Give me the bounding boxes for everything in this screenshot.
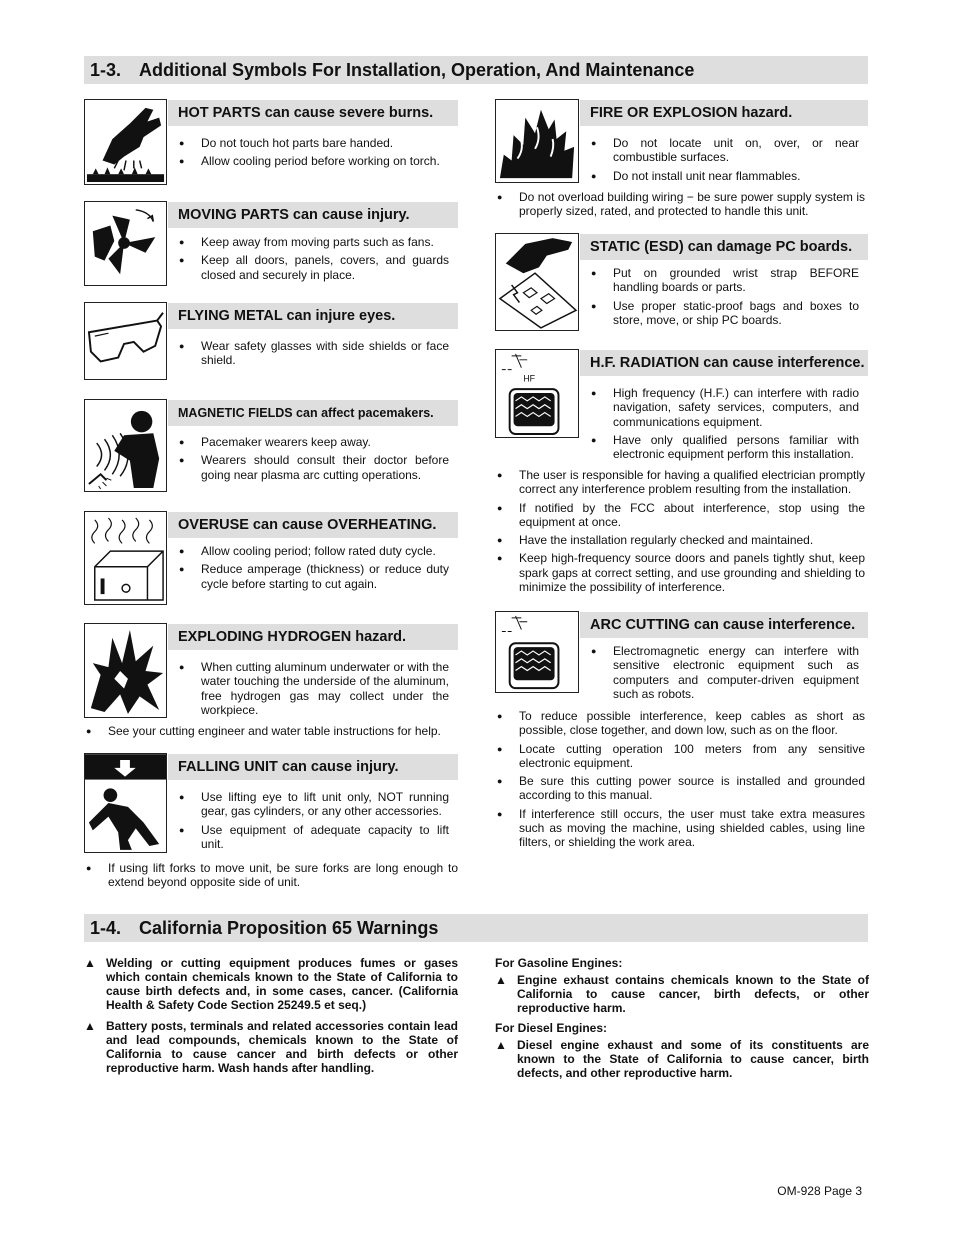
list-item: ● Use lifting eye to lift unit only, NOT running gear, gas cylinders, or any other accessories. [179,790,449,819]
hf-radiation-title: H.F. RADIATION can cause interference. [580,350,868,376]
falling-unit-extra-bullets [86,861,458,894]
list-item: ● Wearers should consult their doctor before going near plasma arc cutting operations. [179,453,449,482]
fire-title: FIRE OR EXPLOSION hazard. [580,100,868,126]
static-bullets [591,266,859,331]
pacemaker-icon [84,399,167,492]
list-item: ● Be sure this cutting power source is installed and grounded according to this manual. [497,774,865,803]
flying-metal-bullets [179,339,449,372]
list-item: ● Use proper static-proof bags and boxes to store, move, or ship PC boards. [591,299,859,328]
warning-item: ▲ Engine exhaust contains chemicals known to the State of California to cause cancer, birth defects, or other reproductive harm. [495,973,869,1015]
list-item: ● Reduce amperage (thickness) or reduce duty cycle before starting to cut again. [179,562,449,591]
falling-unit-icon [84,753,167,853]
gasoline-warning [495,973,869,1015]
list-item: ● Do not overload building wiring − be sure power supply system is properly sized, rated, and protected to handle this unit. [497,190,865,219]
list-item: ● Keep all doors, panels, covers, and guards closed and securely in place. [179,253,449,282]
hf-radiation-extra-bullets [497,468,865,598]
list-item: ● Pacemaker wearers keep away. [179,435,449,449]
pc-board-hand-icon [495,233,579,331]
list-item: ● Have only qualified persons familiar with electronic equipment perform this installation. [591,433,859,462]
safety-glasses-icon [84,302,167,380]
hydrogen-extra-bullets [86,724,458,742]
list-item: ● Allow cooling period; follow rated duty cycle. [179,544,449,558]
section-title: California Proposition 65 Warnings [139,918,439,938]
section-title: Additional Symbols For Installation, Operation, And Maintenance [139,60,695,80]
list-item: ● Electromagnetic energy can interfere with sensitive electronic equipment such as computers and computer-driven equipment such as robots. [591,644,859,701]
warning-item: ▲ Diesel engine exhaust and some of its constituents are known to the State of California to cause cancer, birth defects, and other reproductive harm. [495,1038,869,1080]
hf-label: HF [523,373,536,384]
gasoline-label: For Gasoline Engines: [495,956,623,970]
overuse-title: OVERUSE can cause OVERHEATING. [168,512,458,538]
hf-radiation-icon [495,349,579,438]
arc-cutting-title: ARC CUTTING can cause interference. [580,612,868,638]
fire-bullets [591,136,859,187]
hydrogen-bullets [179,660,449,721]
page-footer: OM-928 Page 3 [777,1184,862,1198]
warning-item: ▲ Welding or cutting equipment produces fumes or gases which contain chemicals known to the State of California to cause birth defects and, in some cases, cancer. (California Health & Safety Code Section 25249.5 et seq.) [84,956,458,1012]
section-number: 1-4. [90,918,122,938]
list-item: ● Do not touch hot parts bare handed. [179,136,449,150]
moving-parts-bullets [179,235,449,286]
static-title: STATIC (ESD) can damage PC boards. [580,234,868,260]
hydrogen-title: EXPLODING HYDROGEN hazard. [168,624,458,650]
list-item: ● Locate cutting operation 100 meters from any sensitive electronic equipment. [497,742,865,771]
falling-unit-bullets [179,790,449,855]
section-1-4-heading [84,914,868,942]
list-item: ● If notified by the FCC about interference, stop using the equipment at once. [497,501,865,530]
magnetic-fields-bullets [179,435,449,486]
moving-parts-title: MOVING PARTS can cause injury. [168,202,458,228]
list-item: ● Use equipment of adequate capacity to lift unit. [179,823,449,852]
list-item: ● Allow cooling period before working on torch. [179,154,449,168]
list-item: ● Do not install unit near flammables. [591,169,859,183]
fire-extra-bullets [497,190,865,223]
list-item: ● Have the installation regularly checked and maintained. [497,533,865,547]
section-1-3-heading [84,56,868,84]
prop65-left-warnings [84,956,458,1075]
list-item: ● If using lift forks to move unit, be sure forks are long enough to extend beyond opposite side of unit. [86,861,458,890]
hot-parts-title: HOT PARTS can cause severe burns. [168,100,458,126]
overheating-unit-icon [84,511,167,605]
falling-unit-title: FALLING UNIT can cause injury. [168,754,458,780]
arc-cutting-bullets [591,644,859,705]
list-item: ● High frequency (H.F.) can interfere with radio navigation, safety services, computers, and communications equipment. [591,386,859,429]
flame-icon [495,99,579,183]
diesel-label: For Diesel Engines: [495,1021,608,1035]
list-item: ● Do not locate unit on, over, or near combustible surfaces. [591,136,859,165]
list-item: ● Put on grounded wrist strap BEFORE handling boards or parts. [591,266,859,295]
warning-item: ▲ Battery posts, terminals and related accessories contain lead and lead compounds, chemicals known to the State of California to cause cancer and birth defects or other reproductive harm. Wash hands after handling. [84,1019,458,1075]
arc-interference-icon [495,611,579,693]
magnetic-fields-title: MAGNETIC FIELDS can affect pacemakers. [168,400,458,426]
list-item: ● Wear safety glasses with side shields or face shield. [179,339,449,368]
list-item: ● If interference still occurs, the user must take extra measures such as moving the machine, using shielded cables, using line filters, or shielding the work area. [497,807,865,850]
list-item: ● See your cutting engineer and water table instructions for help. [86,724,458,738]
fan-hand-icon [84,201,167,286]
list-item: ● Keep high-frequency source doors and panels tightly shut, keep spark gaps at correct setting, and use grounding and shielding to minimize the possibility of interference. [497,551,865,594]
diesel-warning [495,1038,869,1080]
list-item: ● The user is responsible for having a qualified electrician promptly correct any interference problem resulting from the installation. [497,468,865,497]
explosion-icon [84,623,167,718]
section-number: 1-3. [90,60,122,80]
flying-metal-title: FLYING METAL can injure eyes. [168,303,458,329]
hf-radiation-bullets [591,386,859,465]
hot-parts-bullets [179,136,449,173]
hot-hand-icon [84,99,167,185]
list-item: ● Keep away from moving parts such as fans. [179,235,449,249]
overuse-bullets [179,544,449,595]
list-item: ● When cutting aluminum underwater or with the water touching the underside of the aluminum, free hydrogen gas may collect under the workpiece. [179,660,449,717]
arc-cutting-extra-bullets [497,709,865,854]
list-item: ● To reduce possible interference, keep cables as short as possible, close together, and down low, such as on the floor. [497,709,865,738]
